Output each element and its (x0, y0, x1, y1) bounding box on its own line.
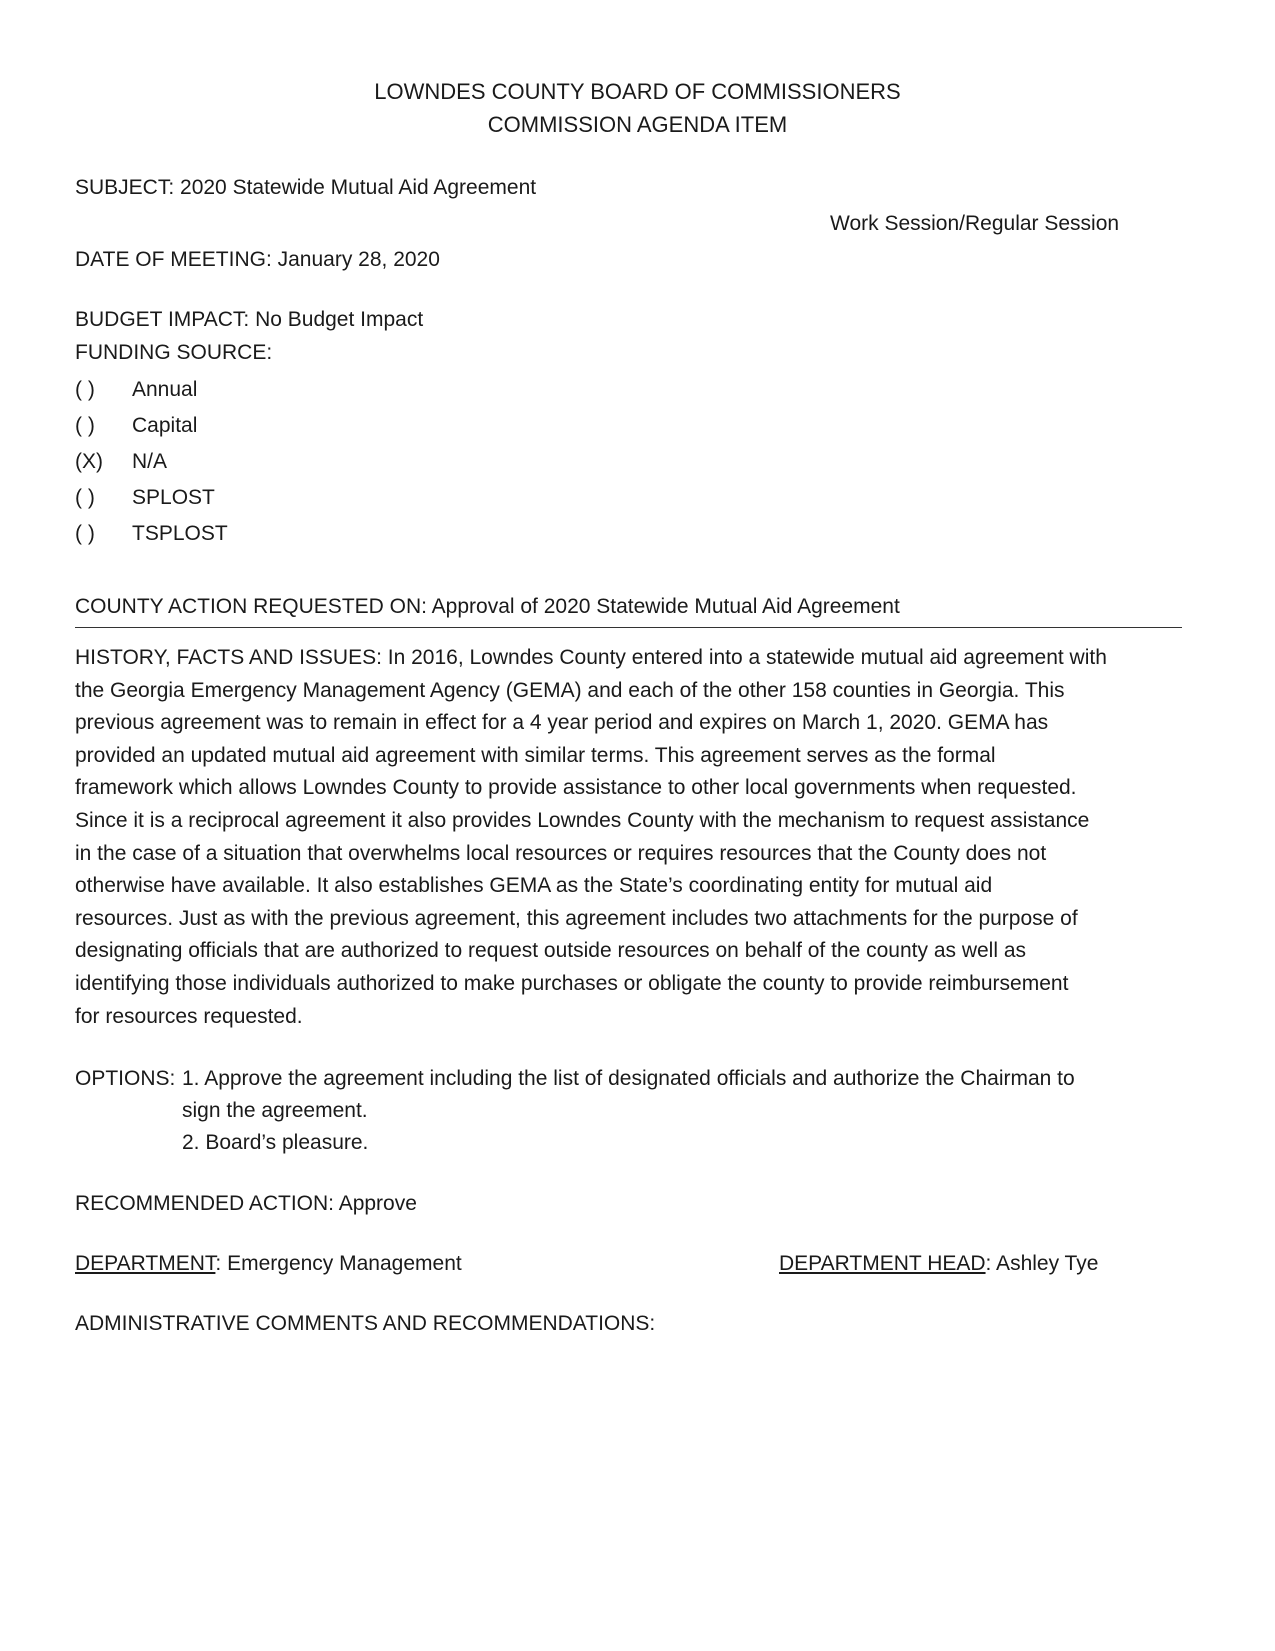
option-1: 1. Approve the agreement including the list of designated officials and authorize the Chairman to (182, 1067, 1075, 1090)
history-line: provided an updated mutual aid agreement with similar terms. This agreement serves as the formal (75, 743, 996, 767)
history-line: otherwise have available. It also establishes GEMA as the State’s coordinating entity for mutual aid (75, 874, 993, 898)
history-line: in the case of a situation that overwhelms local resources or requires resources that the County does not (75, 841, 1047, 865)
department-value: : Emergency Management (215, 1252, 462, 1275)
funding-option-splost (75, 482, 215, 514)
county-action-requested: COUNTY ACTION REQUESTED ON: Approval of 2020 Statewide Mutual Aid Agreement (75, 595, 900, 618)
department (75, 1248, 462, 1280)
history-facts-issues (75, 642, 1185, 1033)
funding-option-label: Annual (132, 378, 198, 401)
history-line: resources. Just as with the previous agreement, this agreement includes two attachments for the purpose of (75, 906, 1078, 930)
funding-checkbox: ( ) (75, 414, 95, 437)
budget-impact: BUDGET IMPACT: No Budget Impact (75, 308, 424, 331)
department-head-value: : Ashley Tye (985, 1252, 1099, 1275)
funding-checkbox: ( ) (75, 522, 95, 545)
department-label: DEPARTMENT (75, 1252, 216, 1275)
funding-source-label: FUNDING SOURCE: (75, 341, 273, 364)
funding-option-capital (75, 410, 197, 442)
options-label: OPTIONS: (75, 1067, 176, 1090)
history-line: designating officials that are authorized to request outside resources on behalf of the county as well as (75, 939, 1027, 963)
funding-option-annual (75, 374, 197, 406)
department-head-label: DEPARTMENT HEAD (779, 1252, 986, 1275)
section-divider (75, 627, 1182, 628)
funding-option-tsplost (75, 518, 228, 550)
date-of-meeting: DATE OF MEETING: January 28, 2020 (75, 248, 440, 271)
funding-option-na (75, 446, 167, 478)
funding-option-label: SPLOST (132, 486, 215, 509)
department-head (779, 1248, 1098, 1280)
history-line: framework which allows Lowndes County to provide assistance to other local governments when requested. (75, 776, 1077, 800)
funding-option-label: Capital (132, 414, 198, 437)
history-line: HISTORY, FACTS AND ISSUES: In 2016, Lowndes County entered into a statewide mutual aid agreement with (75, 646, 1107, 669)
funding-checkbox: ( ) (75, 378, 95, 401)
history-line: previous agreement was to remain in effect for a 4 year period and expires on March 1, 2020. GEMA has (75, 711, 1049, 735)
funding-checkbox: ( ) (75, 486, 95, 509)
history-line: Since it is a reciprocal agreement it also provides Lowndes County with the mechanism to request assistance (75, 808, 1090, 832)
administrative-comments: ADMINISTRATIVE COMMENTS AND RECOMMENDATIONS: (75, 1312, 656, 1335)
session-type: Work Session/Regular Session (830, 212, 1120, 235)
agenda-item-title: COMMISSION AGENDA ITEM (487, 112, 788, 137)
history-line: for resources requested. (75, 1004, 303, 1028)
option-2: 2. Board’s pleasure. (182, 1131, 369, 1154)
subject-line: SUBJECT: 2020 Statewide Mutual Aid Agreement (75, 176, 537, 199)
recommended-action: RECOMMENDED ACTION: Approve (75, 1192, 417, 1215)
history-line: identifying those individuals authorized to make purchases or obligate the county to provide reimbursement (75, 971, 1069, 995)
funding-checkbox: (X) (75, 450, 103, 473)
funding-option-label: TSPLOST (132, 522, 228, 545)
funding-option-label: N/A (132, 450, 168, 473)
option-1-continued: sign the agreement. (182, 1099, 368, 1122)
board-title: LOWNDES COUNTY BOARD OF COMMISSIONERS (374, 79, 901, 104)
history-line: the Georgia Emergency Management Agency (GEMA) and each of the other 158 counties in Georgia. This (75, 678, 1065, 702)
